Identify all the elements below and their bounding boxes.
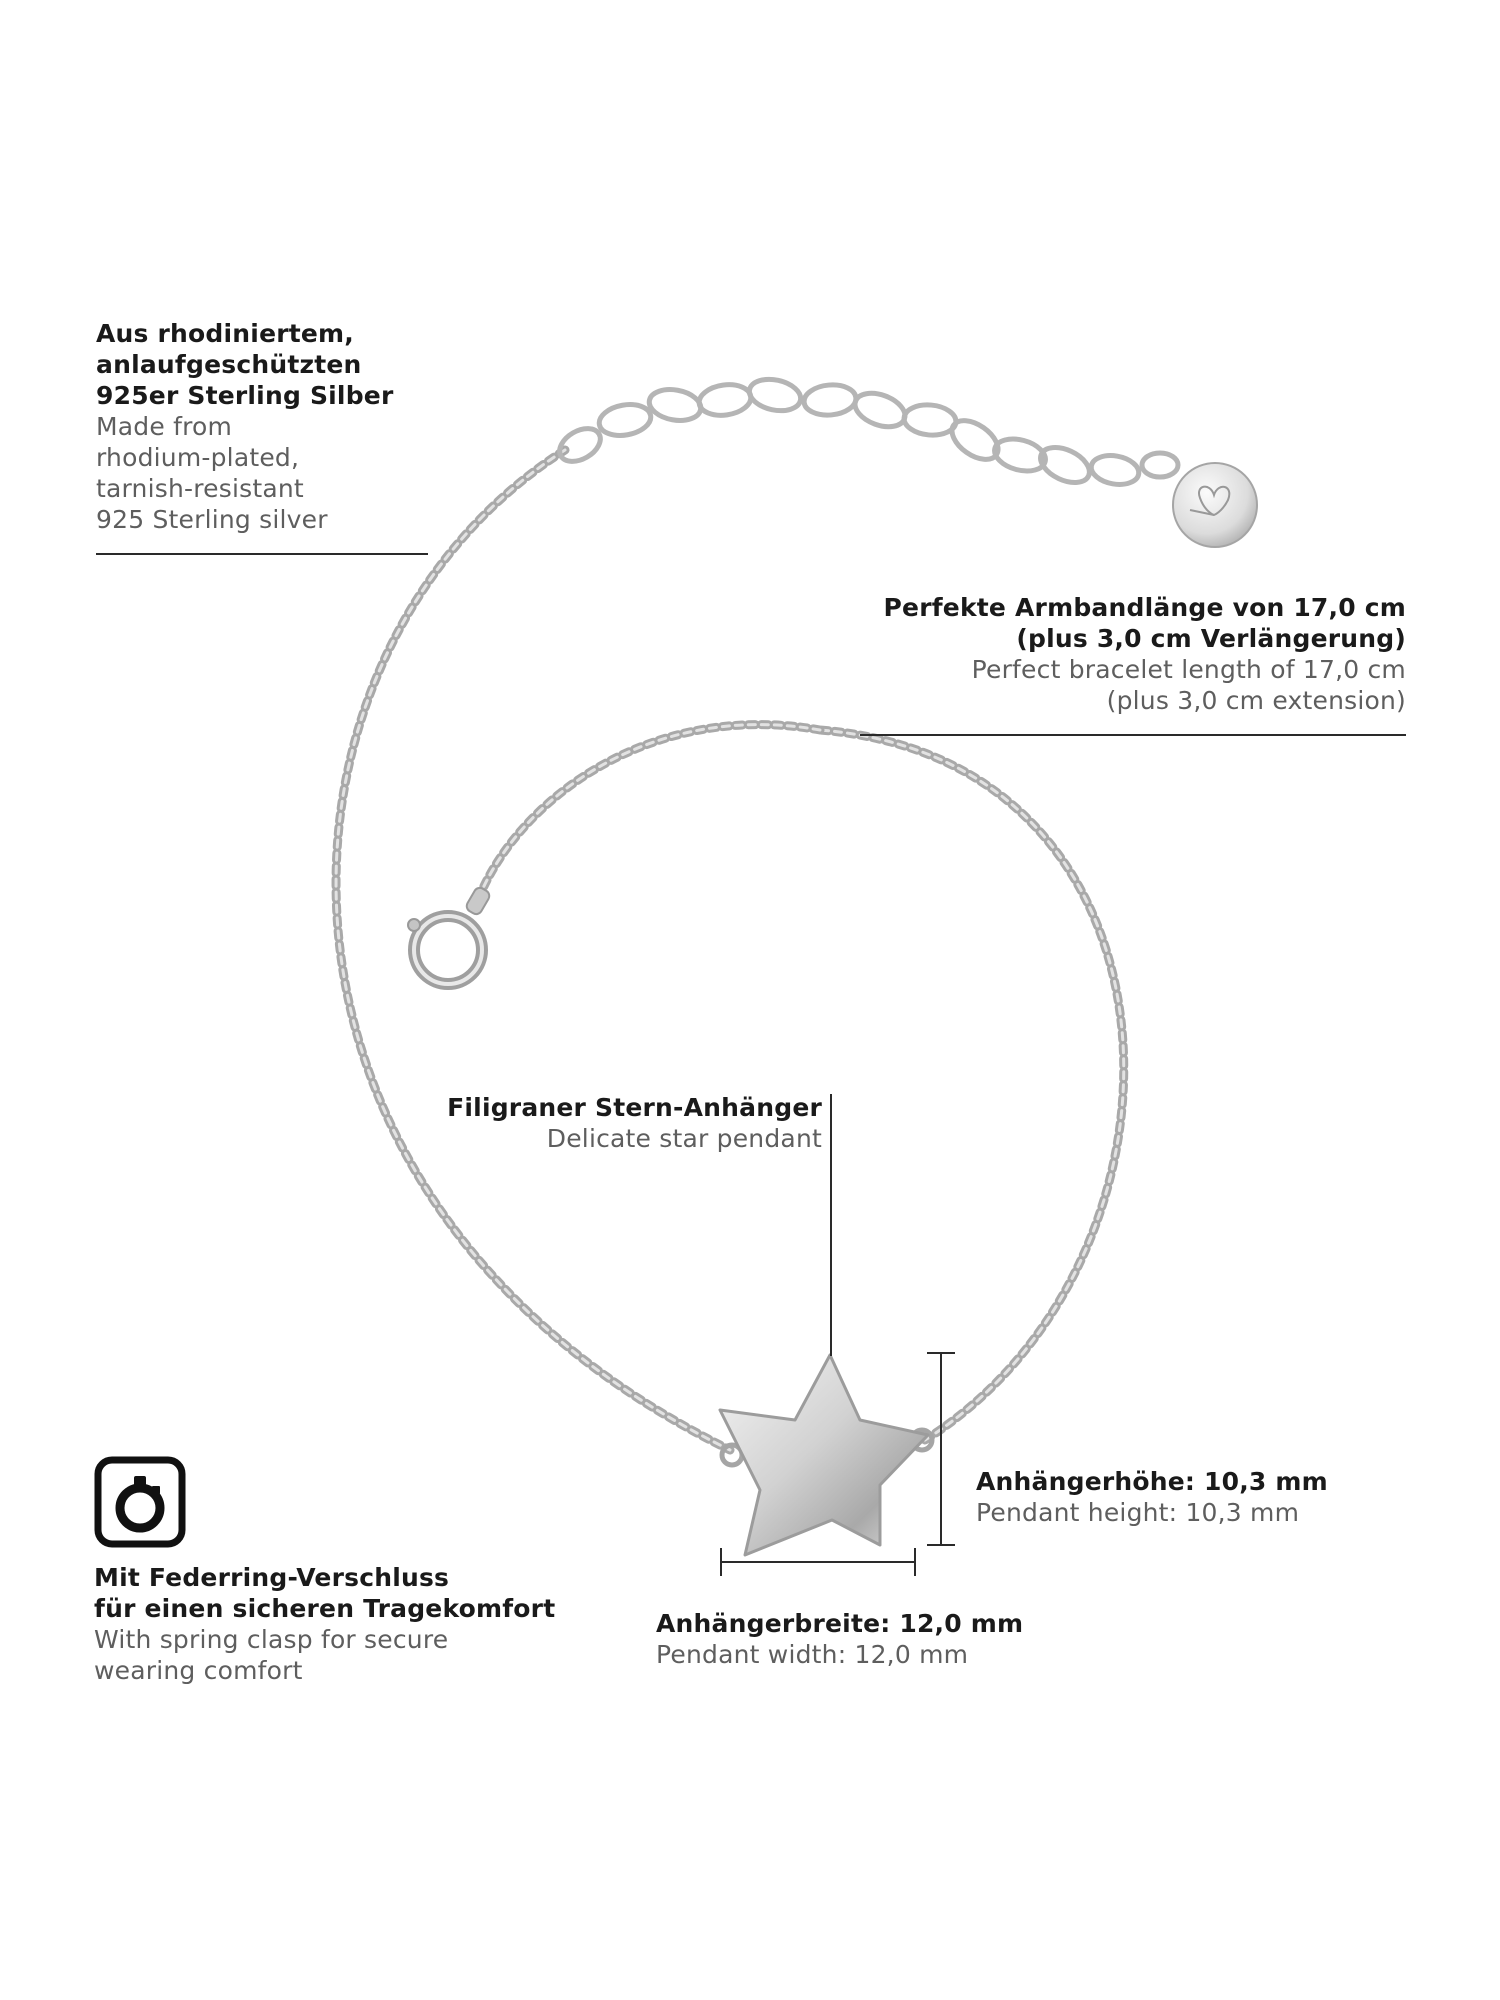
material-de-line-1: Aus rhodiniertem, — [96, 319, 355, 348]
pendant-de-line-1: Filigraner Stern-Anhänger — [447, 1093, 822, 1122]
star-icon — [720, 1355, 932, 1555]
width-dimension-cap-left — [720, 1548, 722, 1576]
inner-chain-top — [480, 725, 820, 895]
extension-chain — [554, 375, 1178, 490]
length-en-line-1: Perfect bracelet length of 17,0 cm — [971, 655, 1406, 684]
length-de-line-2: (plus 3,0 cm Verlängerung) — [1016, 624, 1406, 653]
length-leader-line — [860, 734, 1406, 736]
pendant-leader-line — [830, 1094, 832, 1356]
height-dimension-cap-bottom — [927, 1544, 955, 1546]
spring-ring-icon — [94, 1456, 186, 1548]
butterfly-logo-icon — [1173, 463, 1257, 547]
material-en-line-3: tarnish-resistant — [96, 474, 304, 503]
width-de-line-1: Anhängerbreite: 12,0 mm — [656, 1609, 1024, 1638]
length-de-line-1: Perfekte Armbandlänge von 17,0 cm — [883, 593, 1406, 622]
pendant-en-line-1: Delicate star pendant — [546, 1124, 822, 1153]
clasp-de-line-1: Mit Federring-Verschluss — [94, 1563, 450, 1592]
clasp-en-line-2: wearing comfort — [94, 1656, 303, 1685]
clasp-annotation — [94, 1562, 555, 1686]
clasp-de-line-2: für einen sicheren Tragekomfort — [94, 1594, 556, 1623]
material-en-line-2: rhodium-plated, — [96, 443, 300, 472]
material-leader-line — [96, 553, 428, 555]
height-dimension-line — [940, 1352, 942, 1546]
material-de-line-2: anlaufgeschützten — [96, 350, 362, 379]
length-annotation — [884, 592, 1406, 716]
width-annotation — [656, 1608, 1023, 1670]
width-dimension-cap-right — [914, 1548, 916, 1576]
height-dimension-cap-top — [927, 1352, 955, 1354]
outer-chain — [336, 450, 730, 1450]
height-de-line-1: Anhängerhöhe: 10,3 mm — [976, 1467, 1328, 1496]
width-en-line-1: Pendant width: 12,0 mm — [656, 1640, 969, 1669]
height-en-line-1: Pendant height: 10,3 mm — [976, 1498, 1300, 1527]
width-dimension-line — [720, 1561, 916, 1563]
material-en-line-4: 925 Sterling silver — [96, 505, 328, 534]
material-de-line-3: 925er Sterling Silber — [96, 381, 394, 410]
material-en-line-1: Made from — [96, 412, 233, 441]
material-annotation — [96, 318, 393, 535]
height-annotation — [976, 1466, 1328, 1528]
inner-chain-right — [820, 730, 1124, 1440]
clasp-en-line-1: With spring clasp for secure — [94, 1625, 449, 1654]
pendant-annotation — [447, 1092, 822, 1154]
spring-ring-clasp — [408, 886, 491, 984]
length-en-line-2: (plus 3,0 cm extension) — [1106, 686, 1406, 715]
